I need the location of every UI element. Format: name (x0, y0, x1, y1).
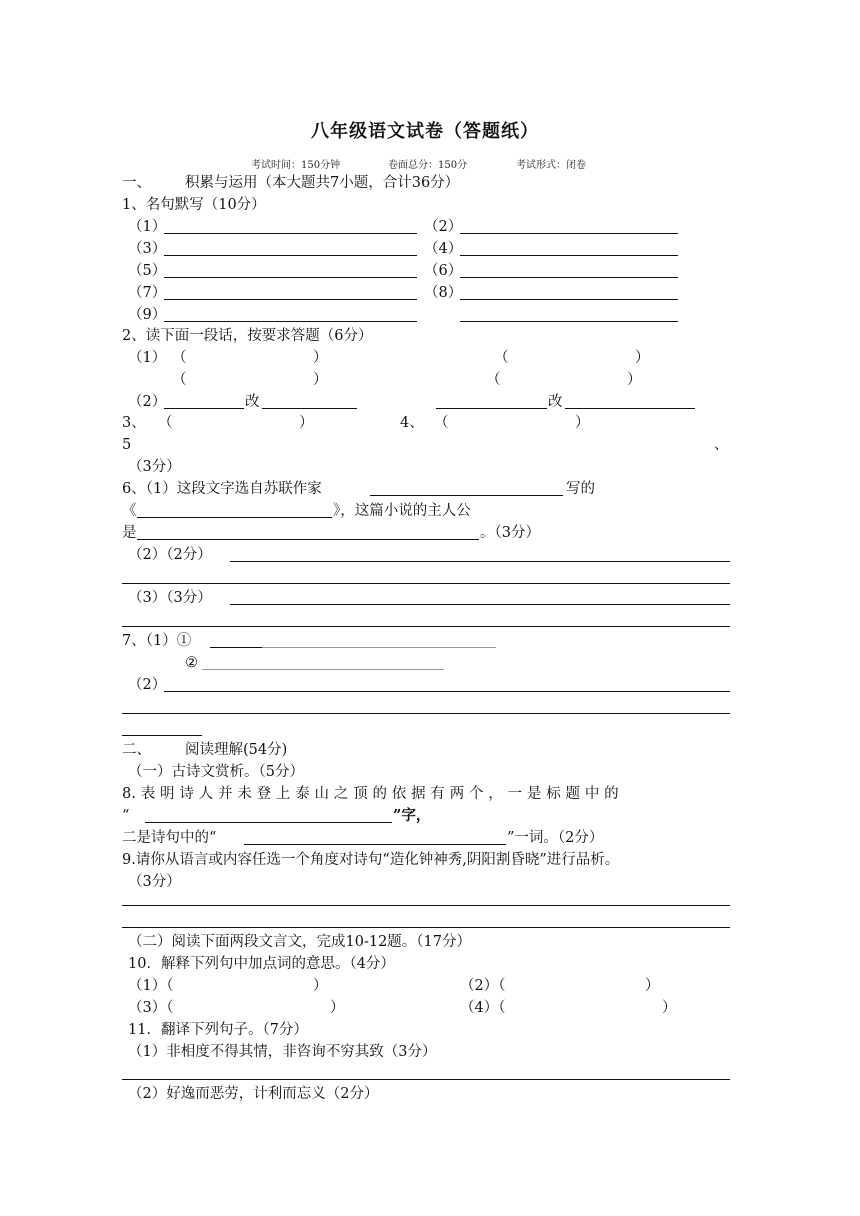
q4-label: 4、 (400, 415, 424, 431)
q7-blank-1b[interactable] (262, 647, 496, 648)
q3-paren-open: （ (158, 415, 173, 431)
q1-blank-1-line[interactable] (164, 233, 417, 234)
q2-paren-close: ） (627, 372, 642, 388)
section1-heading: 积累与运用（本大题共7小题，合计36分） (185, 175, 460, 191)
q9-line1: 9.请你从语言或内容任选一个角度对诗句“造化钟神秀,阴阳割昏晓”进行品析。 (122, 852, 620, 868)
q5-comma: 、 (714, 437, 729, 453)
q2-paren-open: （ (486, 372, 501, 388)
q2-blank-b[interactable] (262, 408, 357, 409)
q1-blank-6-label: （6） (424, 263, 463, 279)
q11-sentence-2: （2）好逸而恶劳，计利而忘义（2分） (128, 1086, 379, 1102)
q2-label: 2、读下面一段话，按要求答题（6分） (122, 328, 373, 344)
q1-blank-4-line[interactable] (460, 255, 678, 256)
q8-line2-open: “ (122, 808, 130, 824)
q8-line1: 8. 表 明 诗 人 并 未 登 上 泰 山 之 顶 的 依 据 有 两 个 ， 一 是 标 题 中 的 (122, 786, 619, 802)
q1-blank-5-label: （5） (128, 263, 167, 279)
q2-paren-close: ） (313, 372, 328, 388)
q10-part1: （1）（ (128, 978, 174, 994)
q6-part2-line[interactable] (230, 561, 730, 562)
q8-blank-2[interactable] (244, 844, 506, 845)
q1-blank-5-line[interactable] (164, 277, 417, 278)
q2-paren-close: ） (313, 350, 328, 366)
q2-gai: 改 (548, 394, 563, 410)
q6-line1-text: 6、（1）这段文字选自苏联作家 (122, 481, 322, 497)
part2-heading: （二）阅读下面两段文言文，完成10-12题。（17分） (128, 934, 471, 950)
q7-blank-1a[interactable] (210, 647, 262, 648)
q6-line2-open: 《 (122, 503, 137, 519)
section2-heading: 阅读理解(54分) (185, 742, 288, 758)
q1-blank-2-line[interactable] (460, 233, 678, 234)
q3-label: 3、 (122, 415, 146, 431)
q1-blank-4-label: （4） (424, 241, 463, 257)
q6-line1-end: 写的 (566, 481, 595, 497)
q7-part2-line[interactable] (164, 691, 730, 692)
q7-circle-2: ② (185, 655, 198, 671)
q11-sentence-1: （1）非相度不得其情，非咨询不穷其致（3分） (128, 1044, 437, 1060)
q6-part3-label: （3）（3分） (128, 590, 212, 606)
part1-heading: （一）古诗文赏析。（5分） (128, 764, 304, 780)
q9-answer-line-1[interactable] (122, 905, 730, 906)
q6-line2-end: 》，这篇小说的主人公 (333, 503, 471, 519)
q10-part3: （3）（ (128, 1000, 174, 1016)
q9-line2: （3分） (128, 874, 181, 890)
q2-paren-open: （ (172, 350, 187, 366)
q1-label: 1、名句默写（10分） (122, 197, 266, 213)
q1-blank-10-line[interactable] (460, 321, 678, 322)
q6-book-blank[interactable] (137, 517, 332, 518)
q2-paren-open: （ (494, 350, 509, 366)
page-title: 八年级语文试卷（答题纸） (311, 121, 539, 142)
section2-number: 二、 (122, 742, 151, 758)
q6-part2-label: （2）（2分） (128, 547, 212, 563)
q1-blank-8-label: （8） (424, 285, 463, 301)
q4-paren-close: ） (575, 415, 590, 431)
q6-protagonist-blank[interactable] (137, 539, 479, 540)
q11-answer-line-1[interactable] (122, 1079, 730, 1080)
exam-form: 考试形式：闭卷 (516, 160, 586, 171)
q8-line3-end: ”一词。（2分） (507, 830, 604, 846)
q1-blank-8-line[interactable] (460, 299, 678, 300)
q1-blank-7-label: （7） (128, 285, 167, 301)
q3-paren-close: ） (299, 415, 314, 431)
q10-part2: （2）（ (460, 978, 506, 994)
section1-number: 一、 (122, 175, 151, 191)
exam-time: 考试时间：150分钟 (251, 160, 341, 171)
q6-line3-end: 。（3分） (480, 525, 540, 541)
q2-gai: 改 (245, 394, 260, 410)
q10-part3-close: ） (330, 1000, 345, 1016)
q7-blank-2[interactable] (202, 669, 444, 670)
q6-author-blank[interactable] (370, 495, 563, 496)
q7-line1-label: 7、（1）① (122, 633, 192, 649)
q9-answer-line-2[interactable] (122, 927, 730, 928)
q6-part2-line2[interactable] (122, 583, 730, 584)
q7-part2-label: （2） (128, 677, 167, 693)
q1-blank-3-line[interactable] (164, 255, 417, 256)
q10-part1-close: ） (313, 978, 328, 994)
q1-blank-1-label: （1） (128, 219, 167, 235)
q2-paren-close: ） (635, 350, 650, 366)
q1-blank-3-label: （3） (128, 241, 167, 257)
q6-line3-start: 是 (122, 525, 137, 541)
q7-part2-line2[interactable] (122, 713, 730, 714)
q2-part2-label: （2） (128, 394, 167, 410)
q10-part4-close: ） (662, 1000, 677, 1016)
q2-paren-open: （ (172, 372, 187, 388)
q2-blank-a[interactable] (164, 408, 244, 409)
q10-label: 10．解释下列句中加点词的意思。（4分） (128, 956, 395, 972)
q1-blank-9-line[interactable] (164, 321, 417, 322)
q2-blank-d[interactable] (565, 408, 695, 409)
q10-part2-close: ） (645, 978, 660, 994)
q1-blank-9-label: （9） (128, 307, 167, 323)
q8-line2-end: ”字， (393, 807, 431, 824)
q5-label: 5 (122, 437, 132, 453)
q8-blank-1[interactable] (145, 822, 392, 823)
q4-paren-open: （ (434, 415, 449, 431)
total-score: 卷面总分：150分 (388, 160, 468, 171)
q11-label: 11．翻译下列句子。（7分） (128, 1022, 308, 1038)
q2-blank-c[interactable] (436, 408, 547, 409)
q2-part1-label: （1） (128, 350, 167, 366)
q5-score: （3分） (128, 459, 181, 475)
q7-part2-line3[interactable] (122, 735, 202, 736)
q6-part3-line2[interactable] (122, 626, 730, 627)
q10-part4: （4）（ (460, 1000, 506, 1016)
q1-blank-6-line[interactable] (460, 277, 678, 278)
q1-blank-7-line[interactable] (164, 299, 417, 300)
q1-blank-2-label: （2） (424, 219, 463, 235)
q8-line3-start: 二是诗句中的“ (122, 830, 217, 846)
q6-part3-line[interactable] (230, 604, 730, 605)
